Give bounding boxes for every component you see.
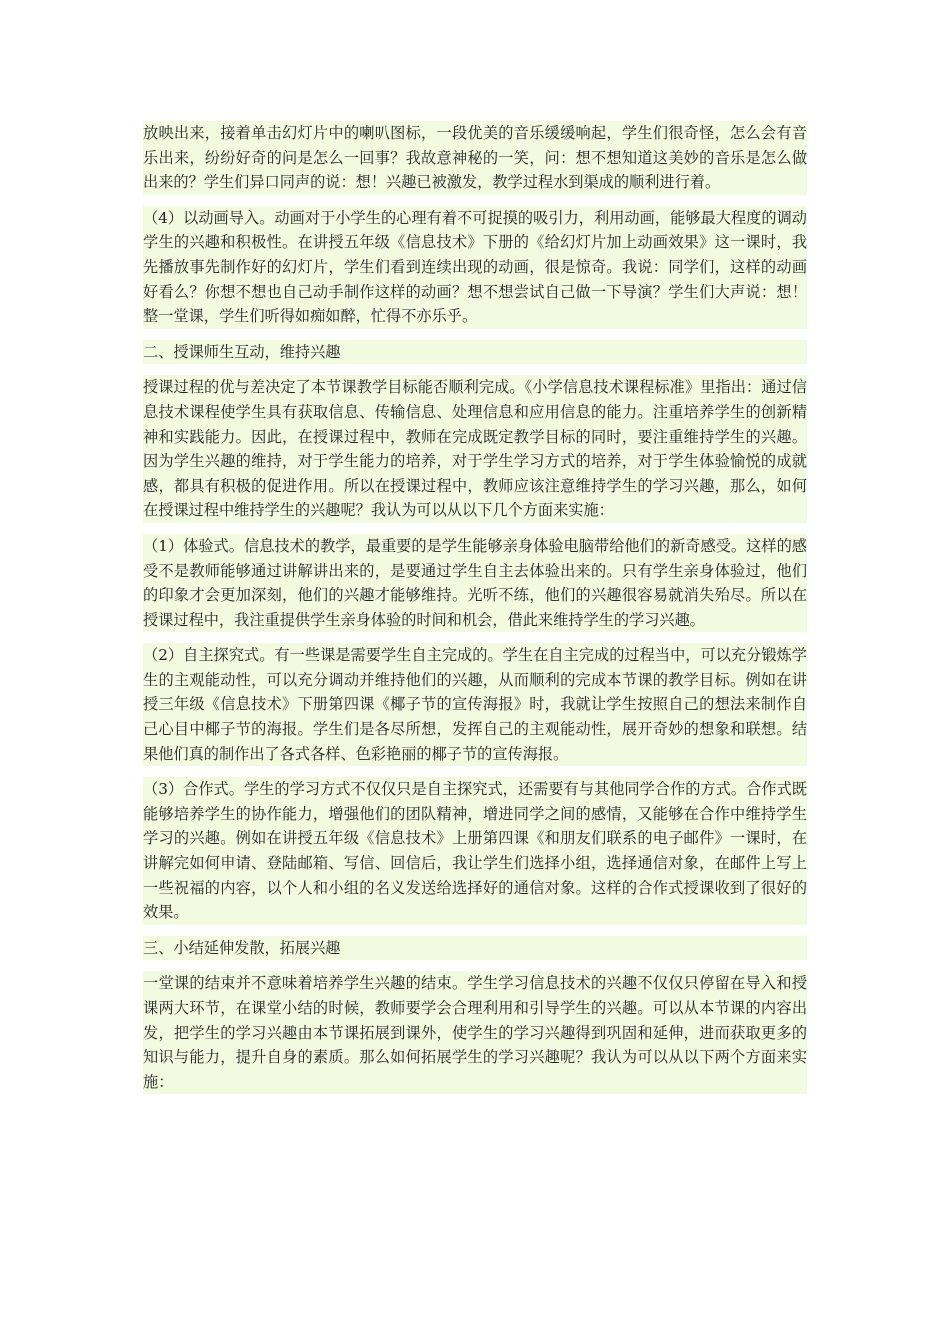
paragraph-extend-interest: 一堂课的结束并不意味着培养学生兴趣的结束。学生学习信息技术的兴趣不仅仅只停留在导入和授课两大环节，在课堂小结的时候，教师要学会合理利用和引导学生的兴趣。可以从本节课的内容出发，把学生的学习兴趣由本节课拓展到课外，使学生的学习兴趣得到巩固和延伸，进而获取更多的知识与能力，提升自身的素质。那么如何拓展学生的学习兴趣呢？我认为可以从以下两个方面来实施：: [143, 971, 807, 1094]
section-heading-2-text: 二、授课师生互动，维持兴趣: [143, 342, 341, 361]
paragraph-music-intro: 放映出来，接着单击幻灯片中的喇叭图标，一段优美的音乐缓缓响起，学生们很奇怪，怎么会有音乐出来，纷纷好奇的问是怎么一回事？我故意神秘的一笑，问：想不想知道这美妙的音乐是怎么做出来的？学生们异口同声的说：想！兴趣已被激发，教学过程水到渠成的顺利进行着。: [143, 121, 807, 195]
paragraph-experience-method: （1）体验式。信息技术的教学，最重要的是学生能够亲身体验电脑带给他们的新奇感受。这样的感受不是教师能够通过讲解讲出来的，是要通过学生自主去体验出来的。只有学生亲身体验过，他们的印象才会更加深刻，他们的兴趣才能够维持。光听不练，他们的兴趣很容易就消失殆尽。所以在授课过程中，我注重提供学生亲身体验的时间和机会，借此来维持学生的学习兴趣。: [143, 534, 807, 632]
paragraph-inquiry-method: （2）自主探究式。有一些课是需要学生自主完成的。学生在自主完成的过程当中，可以充分锻炼学生的主观能动性，可以充分调动并维持他们的兴趣，从而顺利的完成本节课的教学目标。例如在讲授三年级《信息技术》下册第四课《椰子节的宣传海报》时，我就让学生按照自己的想法来制作自己心目中椰子节的海报。学生们是各尽所想，发挥自己的主观能动性，展开奇妙的想象和联想。结果他们真的制作出了各式各样、色彩艳丽的椰子节的宣传海报。: [143, 643, 807, 766]
section-heading-3-text: 三、小结延伸发散，拓展兴趣: [143, 938, 341, 957]
paragraph-cooperative-method: （3）合作式。学生的学习方式不仅仅只是自主探究式，还需要有与其他同学合作的方式。合作式既能够培养学生的协作能力，增强他们的团队精神，增进同学之间的感情，又能够在合作中维持学生学习的兴趣。例如在讲授五年级《信息技术》上册第四课《和朋友们联系的电子邮件》一课时，在讲解完如何申请、登陆邮箱、写信、回信后，我让学生们选择小组，选择通信对象，在邮件上写上一些祝福的内容，以个人和小组的名义发送给选择好的通信对象。这样的合作式授课收到了很好的效果。: [143, 777, 807, 925]
section-heading-2: [143, 340, 807, 365]
paragraph-animation-intro: （4）以动画导入。动画对于小学生的心理有着不可捉摸的吸引力，利用动画，能够最大程度的调动学生的兴趣和积极性。在讲授五年级《信息技术》下册的《给幻灯片加上动画效果》这一课时，我先播放事先制作好的幻灯片，学生们看到连续出现的动画，很是惊奇。我说：同学们，这样的动画好看么？你想不想也自己动手制作这样的动画？想不想尝试自己做一下导演？学生们大声说：想！整一堂课，学生们听得如痴如醉，忙得不亦乐乎。: [143, 206, 807, 329]
paragraph-maintain-interest: 授课过程的优与差决定了本节课教学目标能否顺利完成。《小学信息技术课程标准》里指出：通过信息技术课程使学生具有获取信息、传输信息、处理信息和应用信息的能力。注重培养学生的创新精神和实践能力。因此，在授课过程中，教师在完成既定教学目标的同时，要注重维持学生的兴趣。因为学生兴趣的维持，对于学生能力的培养，对于学生学习方式的培养，对于学生体验愉悦的成就感，都具有积极的促进作用。所以在授课过程中，教师应该注意维持学生的学习兴趣，那么，如何在授课过程中维持学生的兴趣呢？我认为可以从以下几个方面来实施：: [143, 375, 807, 523]
section-heading-3: [143, 936, 807, 961]
document-body: [143, 121, 807, 1105]
